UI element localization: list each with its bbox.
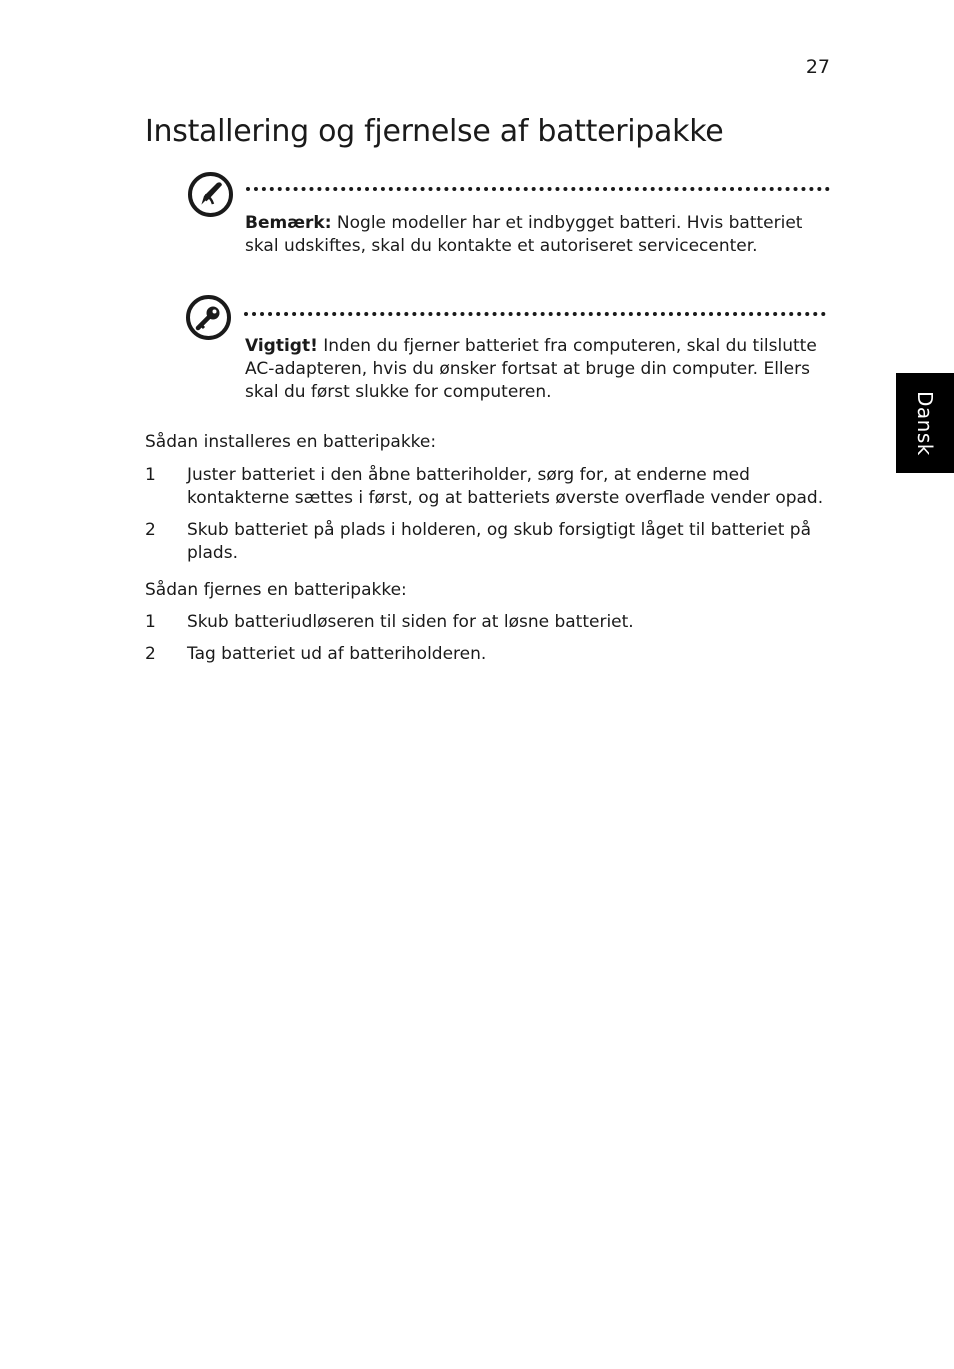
step-text: Skub batteriudløseren til siden for at løsne batteriet. xyxy=(187,612,634,632)
step-number: 2 xyxy=(145,520,156,540)
note-divider xyxy=(246,187,830,191)
step-number: 2 xyxy=(145,644,156,664)
remove-intro: Sådan fjernes en batteripakke: xyxy=(145,580,407,600)
important-divider xyxy=(244,312,826,316)
step-number: 1 xyxy=(145,465,156,485)
step-text: Juster batteriet i den åbne batteriholder, sørg for, at enderne med kontakterne sættes i først, og at batteriets øverste overflade vender opad. xyxy=(187,465,824,508)
note-label: Bemærk: xyxy=(245,213,332,233)
language-tab-label: Dansk xyxy=(913,390,937,456)
install-step-1 xyxy=(145,464,835,510)
page-number: 27 xyxy=(805,56,830,78)
key-important-icon xyxy=(185,294,232,341)
install-intro: Sådan installeres en batteripakke: xyxy=(145,432,437,452)
note-text: Nogle modeller har et indbygget batteri. Hvis batteriet skal udskiftes, skal du kontakte et autoriseret servicecenter. xyxy=(245,213,803,256)
step-text: Tag batteriet ud af batteriholderen. xyxy=(187,644,487,664)
note-callout xyxy=(245,212,830,258)
remove-step-1 xyxy=(145,611,835,634)
important-text: Inden du fjerner batteriet fra computeren, skal du tilslutte AC-adapteren, hvis du ønsker fortsat at bruge din computer. Ellers skal du først slukke for computeren. xyxy=(245,336,817,402)
step-number: 1 xyxy=(145,612,156,632)
language-tab xyxy=(896,373,954,473)
install-step-2 xyxy=(145,519,835,565)
step-text: Skub batteriet på plads i holderen, og skub forsigtigt låget til batteriet på plads. xyxy=(187,520,812,563)
pen-note-icon xyxy=(187,171,234,218)
remove-step-2 xyxy=(145,643,835,666)
page-title: Installering og fjernelse af batteripakke xyxy=(145,114,724,149)
important-callout xyxy=(245,335,830,404)
important-label: Vigtigt! xyxy=(245,336,318,356)
